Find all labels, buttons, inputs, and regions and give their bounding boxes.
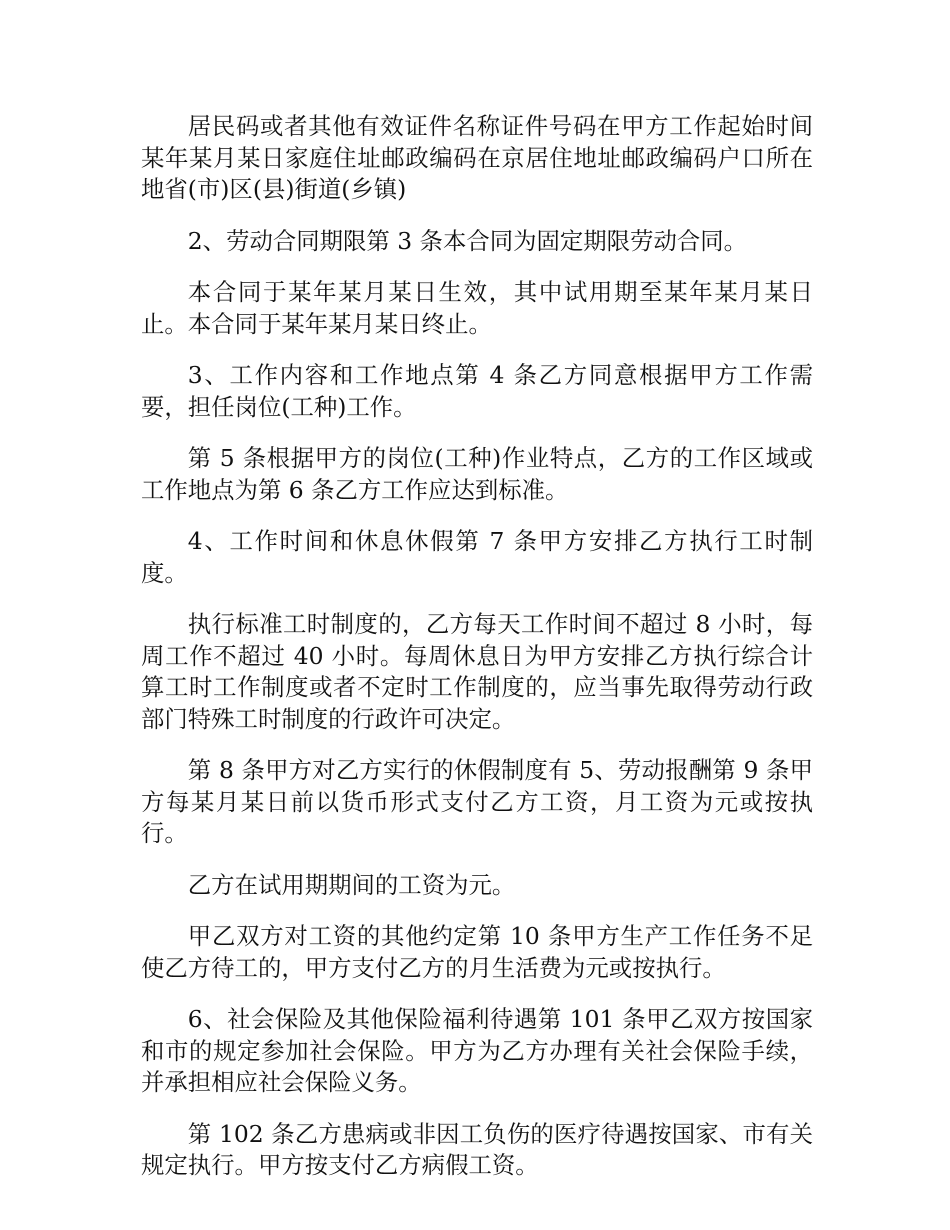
paragraph-6: 4、工作时间和休息休假第 7 条甲方安排乙方执行工时制度。 <box>141 527 813 587</box>
paragraph-4: 3、工作内容和工作地点第 4 条乙方同意根据甲方工作需要，担任岗位(工种)工作。 <box>141 361 813 421</box>
paragraph-10: 甲乙双方对工资的其他约定第 10 条甲方生产工作任务不足使乙方待工的，甲方支付乙方的月生活费为元或按执行。 <box>141 922 813 982</box>
paragraph-8: 第 8 条甲方对乙方实行的休假制度有 5、劳动报酬第 9 条甲方每某月某日前以货币形式支付乙方工资，月工资为元或按执行。 <box>141 756 813 847</box>
paragraph-1: 居民码或者其他有效证件名称证件号码在甲方工作起始时间某年某月某日家庭住址邮政编码在京居住地址邮政编码户口所在地省(市)区(县)街道(乡镇) <box>141 112 813 203</box>
paragraph-3: 本合同于某年某月某日生效，其中试用期至某年某月某日止。本合同于某年某月某日终止。 <box>141 278 813 338</box>
paragraph-11: 6、社会保险及其他保险福利待遇第 101 条甲乙双方按国家和市的规定参加社会保险。甲方为乙方办理有关社会保险手续，并承担相应社会保险义务。 <box>141 1005 813 1096</box>
paragraph-9: 乙方在试用期期间的工资为元。 <box>187 870 516 899</box>
document-body <box>141 111 813 1202</box>
paragraph-12: 第 102 条乙方患病或非因工负伤的医疗待遇按国家、市有关规定执行。甲方按支付乙方病假工资。 <box>141 1119 813 1179</box>
paragraph-5: 第 5 条根据甲方的岗位(工种)作业特点，乙方的工作区域或工作地点为第 6 条乙方工作应达到标准。 <box>141 444 813 504</box>
paragraph-7: 执行标准工时制度的，乙方每天工作时间不超过 8 小时，每周工作不超过 40 小时。每周休息日为甲方安排乙方执行综合计算工时工作制度或者不定时工作制度的，应当事先取得劳动行政部门特殊工时制度的行政许可决定。 <box>141 610 813 733</box>
paragraph-2: 2、劳动合同期限第 3 条本合同为固定期限劳动合同。 <box>187 226 748 255</box>
